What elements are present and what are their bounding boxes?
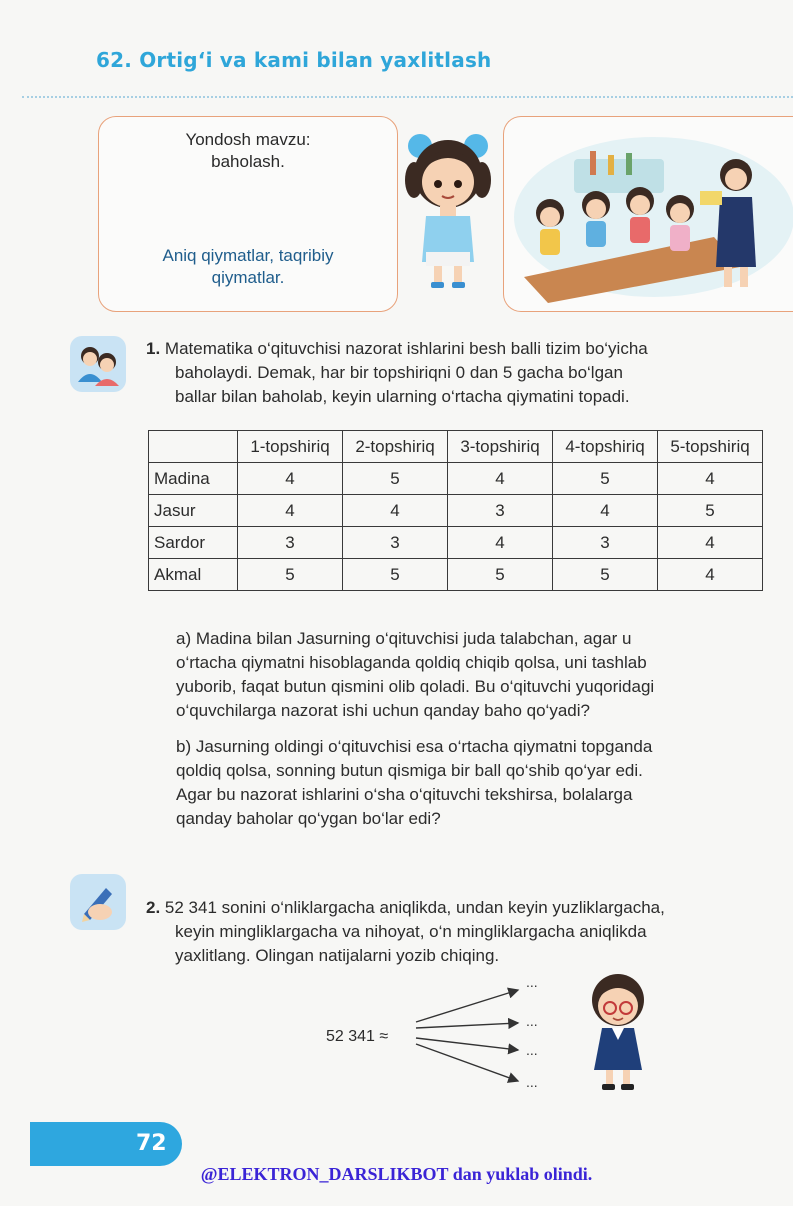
question-a-line-2: o‘rtacha qiymatni hisoblaganda qoldiq chiqib qolsa, uni tashlab bbox=[176, 653, 647, 672]
score-cell: 3 bbox=[553, 527, 658, 559]
question-b-line-2: qoldiq qolsa, sonning butun qismiga bir ball qo‘shib qo‘yar edi. bbox=[176, 761, 643, 780]
classroom-picture bbox=[503, 116, 793, 312]
question-a-line-1: a) Madina bilan Jasurning o‘qituvchisi juda talabchan, agar u bbox=[176, 629, 632, 648]
result-placeholder: ... bbox=[526, 1074, 538, 1090]
score-cell: 5 bbox=[658, 495, 763, 527]
writing-task-badge bbox=[70, 874, 126, 930]
task2-line-1 bbox=[146, 896, 665, 920]
topic-line-4: qiymatlar. bbox=[211, 268, 285, 287]
table-header-cell: 3-topshiriq bbox=[448, 431, 553, 463]
scores-table bbox=[148, 430, 763, 591]
result-placeholder: ... bbox=[526, 974, 538, 990]
task1-line-3: ballar bilan baholab, keyin ularning o‘rtacha qiymatini topadi. bbox=[175, 387, 630, 406]
rounding-expression: 52 341 ≈ bbox=[326, 1028, 389, 1045]
score-cell: 5 bbox=[343, 463, 448, 495]
table-header-cell: 5-topshiriq bbox=[658, 431, 763, 463]
result-placeholder: ... bbox=[526, 1042, 538, 1058]
table-row bbox=[149, 559, 763, 591]
student-name: Sardor bbox=[149, 527, 238, 559]
score-cell: 4 bbox=[448, 463, 553, 495]
score-cell: 4 bbox=[658, 559, 763, 591]
pencil-hand-icon bbox=[76, 880, 120, 924]
table-header-cell bbox=[149, 431, 238, 463]
classroom-illustration bbox=[504, 117, 793, 311]
table-header-cell: 4-topshiriq bbox=[553, 431, 658, 463]
children-pair-icon bbox=[74, 342, 122, 386]
score-cell: 5 bbox=[553, 559, 658, 591]
topic-line-3: Aniq qiymatlar, taqribiy bbox=[162, 246, 334, 265]
task1-number: 1. bbox=[146, 339, 161, 358]
rounding-arrows bbox=[410, 980, 530, 1088]
table-header-cell: 1-topshiriq bbox=[238, 431, 343, 463]
page-number: 72 bbox=[136, 1131, 167, 1156]
dotted-divider bbox=[22, 96, 793, 98]
question-a-line-3: yuborib, faqat butun qismini olib qoladi. Bu o‘qituvchi yuqoridagi bbox=[176, 677, 655, 696]
score-cell: 4 bbox=[658, 527, 763, 559]
student-name: Madina bbox=[149, 463, 238, 495]
score-cell: 5 bbox=[343, 559, 448, 591]
student-name: Jasur bbox=[149, 495, 238, 527]
task1-line-1 bbox=[146, 337, 648, 361]
topic-line-2: baholash. bbox=[211, 152, 285, 171]
table-row bbox=[149, 463, 763, 495]
score-cell: 4 bbox=[553, 495, 658, 527]
table-header-cell: 2-topshiriq bbox=[343, 431, 448, 463]
score-cell: 5 bbox=[553, 463, 658, 495]
score-cell: 4 bbox=[238, 495, 343, 527]
table-header-row bbox=[149, 431, 763, 463]
score-cell: 5 bbox=[238, 559, 343, 591]
task2-number: 2. bbox=[146, 898, 161, 917]
score-cell: 5 bbox=[448, 559, 553, 591]
topic-line-1: Yondosh mavzu: bbox=[185, 130, 311, 149]
score-cell: 4 bbox=[238, 463, 343, 495]
score-cell: 3 bbox=[448, 495, 553, 527]
task1-line-1-text: Matematika o‘qituvchisi nazorat ishlarini besh balli tizim bo‘yicha bbox=[164, 339, 648, 358]
score-cell: 4 bbox=[343, 495, 448, 527]
question-a-line-4: o‘quvchilarga nazorat ishi uchun qanday baho qo‘yadi? bbox=[176, 701, 590, 720]
question-b-line-3: Agar bu nazorat ishlarini o‘sha o‘qituvchi tekshirsa, bolalarga bbox=[176, 785, 633, 804]
score-cell: 3 bbox=[238, 527, 343, 559]
girl-illustration bbox=[398, 124, 498, 290]
result-placeholder: ... bbox=[526, 1013, 538, 1029]
task2-line-1-text: 52 341 sonini o‘nliklargacha aniqlikda, undan keyin yuzliklargacha, bbox=[164, 898, 665, 917]
student-name: Akmal bbox=[149, 559, 238, 591]
footer-credit: @ELEKTRON_DARSLIKBOT dan yuklab olindi. bbox=[200, 1164, 593, 1184]
girl-with-glasses-illustration bbox=[578, 970, 658, 1094]
task2-line-3: yaxlitlang. Olingan natijalarni yozib chiqing. bbox=[175, 946, 500, 965]
table-row bbox=[149, 495, 763, 527]
score-cell: 4 bbox=[658, 463, 763, 495]
score-cell: 4 bbox=[448, 527, 553, 559]
task2-line-2: keyin mingliklargacha va nihoyat, o‘n mingliklargacha aniqlikda bbox=[175, 922, 647, 941]
question-b-line-1: b) Jasurning oldingi o‘qituvchisi esa o‘rtacha qiymatni topganda bbox=[176, 737, 653, 756]
page-title: 62. Ortig‘i va kami bilan yaxlitlash bbox=[96, 48, 492, 72]
table-row bbox=[149, 527, 763, 559]
task1-line-2: baholaydi. Demak, har bir topshiriqni 0 dan 5 gacha bo‘lgan bbox=[175, 363, 623, 382]
score-cell: 3 bbox=[343, 527, 448, 559]
group-work-badge bbox=[70, 336, 126, 392]
topic-box bbox=[98, 116, 398, 312]
question-b-line-4: qanday baholar qo‘ygan bo‘lar edi? bbox=[176, 809, 441, 828]
